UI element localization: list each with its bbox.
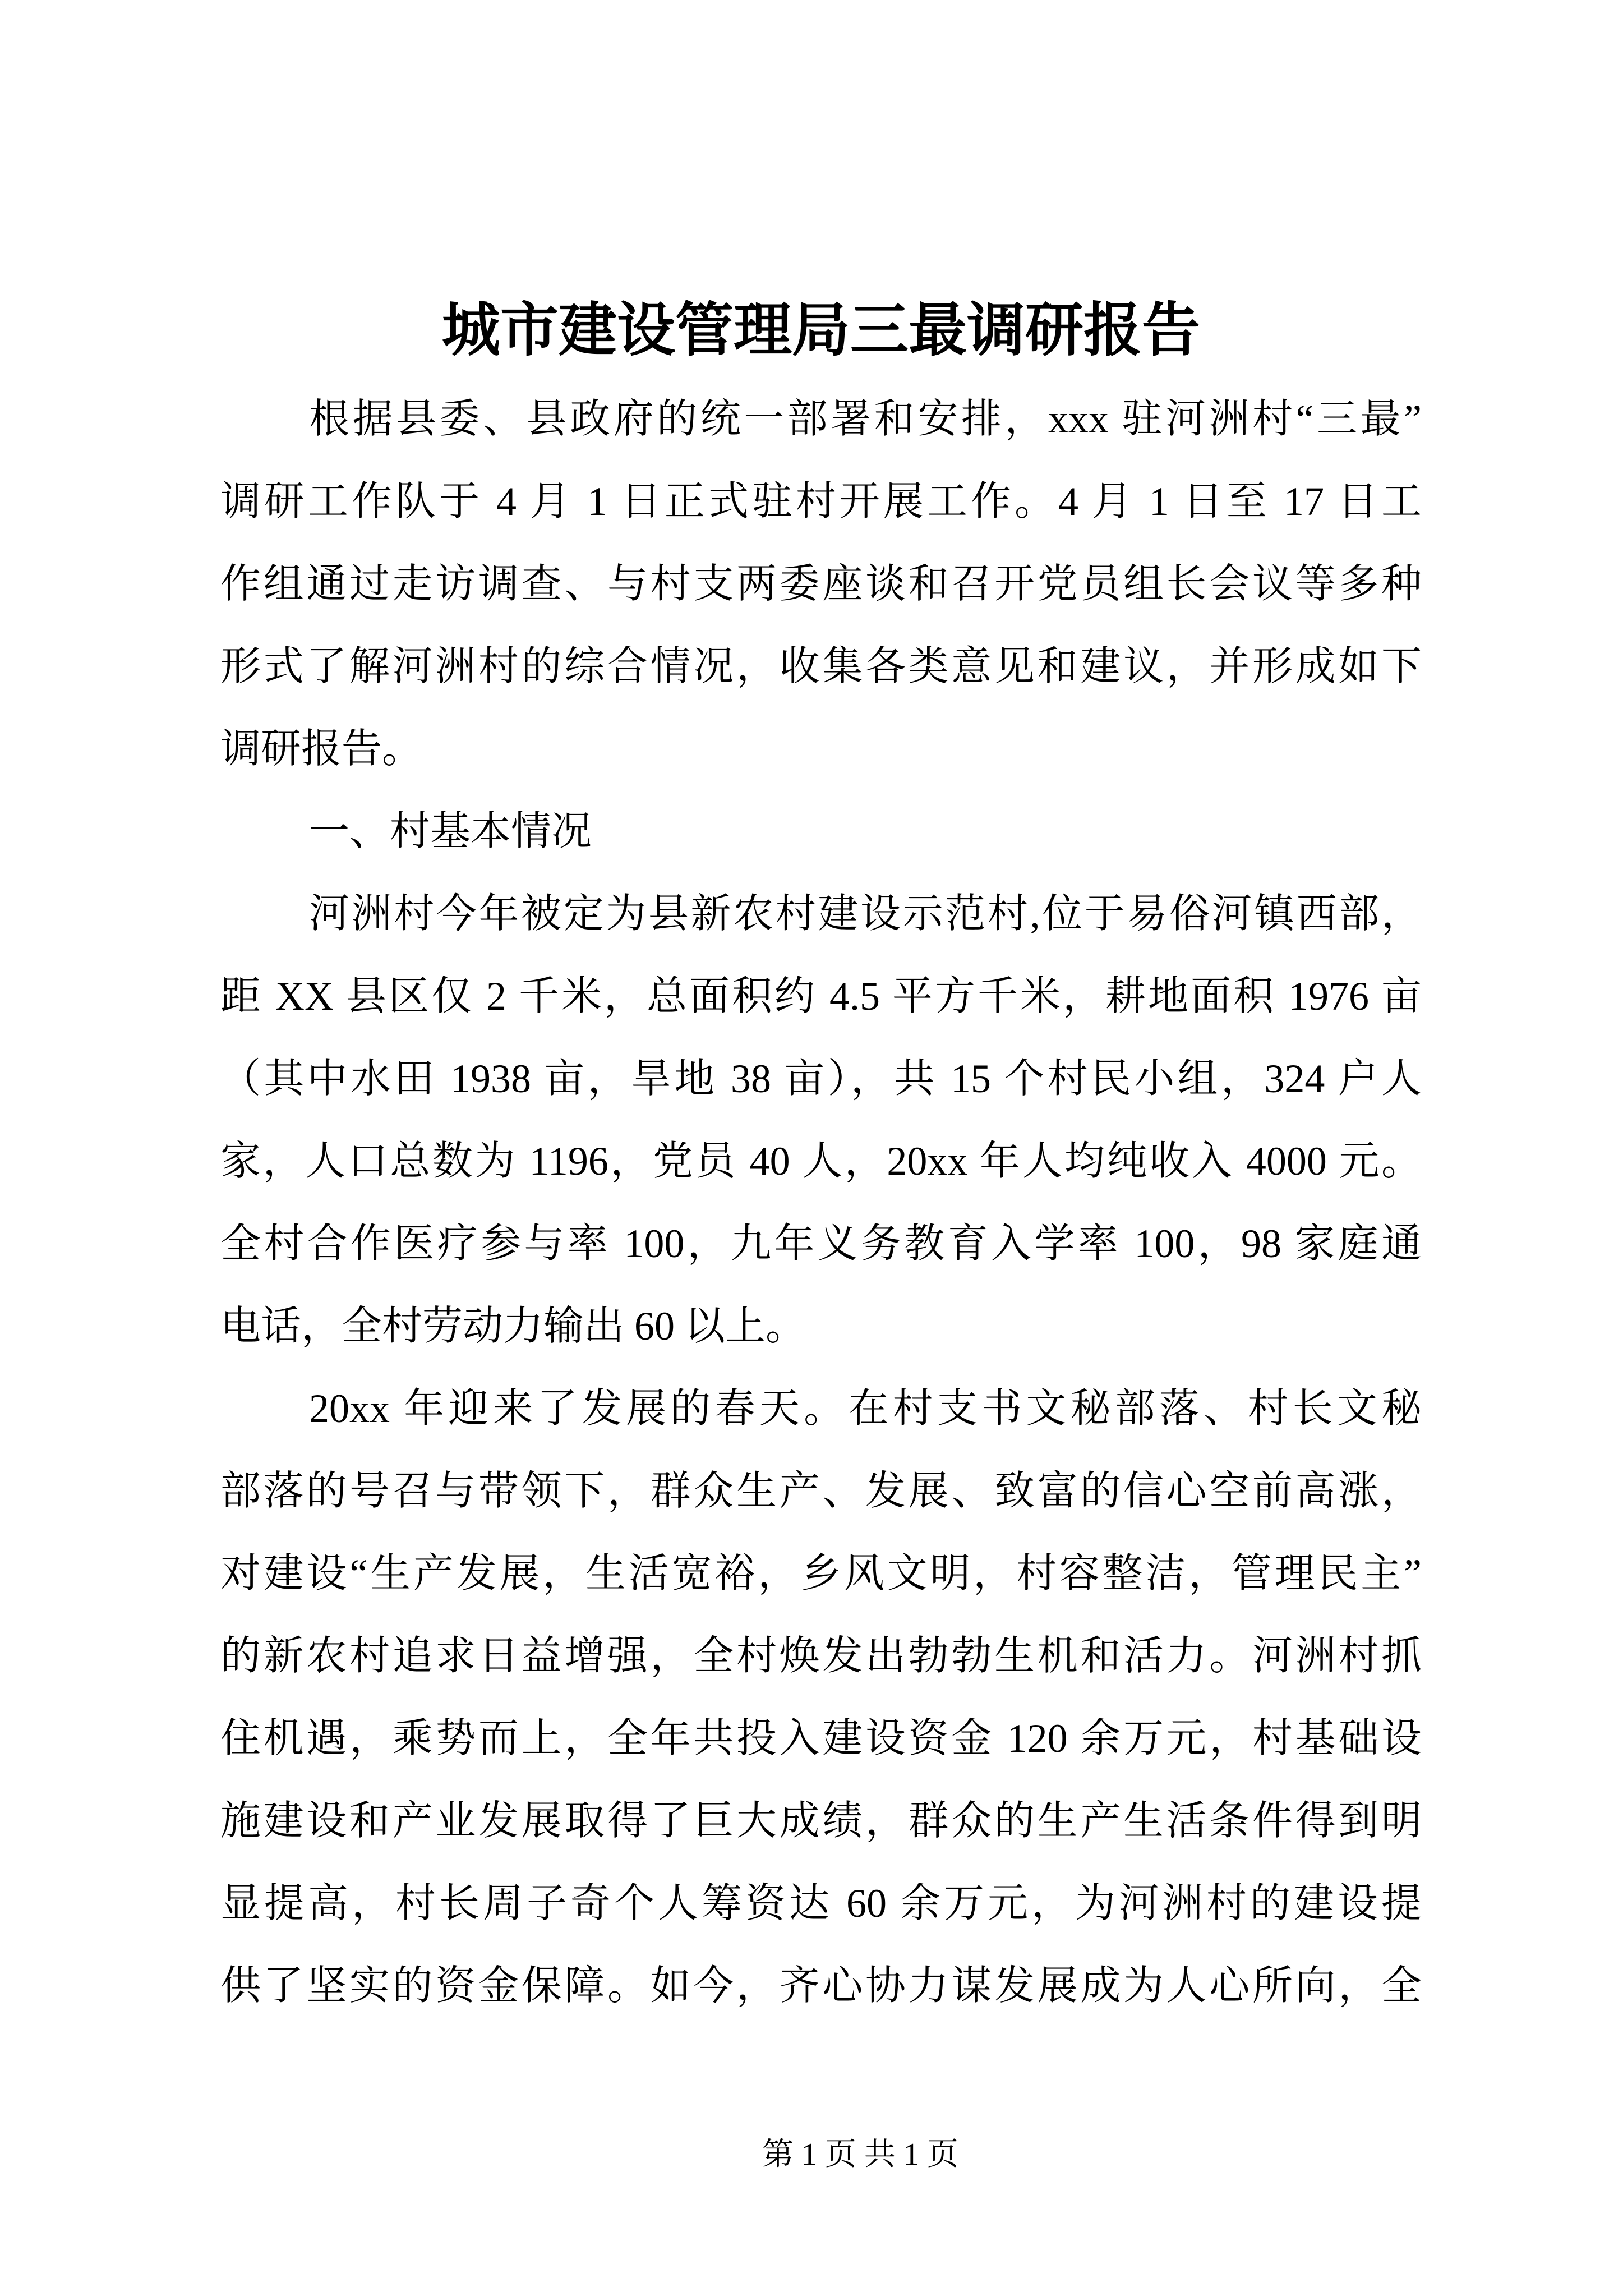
text-line: 部落的号召与带领下，群众生产、发展、致富的信心空前高涨， [220,1469,1422,1513]
text-line: 的新农村追求日益增强，全村焕发出勃勃生机和活力。河洲村抓 [220,1634,1422,1678]
section-heading-text: 一、村基本情况 [309,809,592,854]
text-line: 河洲村今年被定为县新农村建设示范村,位于易俗河镇西部， [309,891,1422,936]
text-line: 作组通过走访调查、与村支两委座谈和召开党员组长会议等多种 [220,562,1422,606]
document-title: 城市建设管理局三最调研报告 [441,298,1200,363]
text-line: 距 XX 县区仅 2 千米，总面积约 4.5 平方千米，耕地面积 1976 亩 [220,974,1422,1019]
page-footer: 第 1 页 共 1 页 [762,2137,958,2172]
text-line: 供了坚实的资金保障。如今，齐心协力谋发展成为人心所向，全 [220,1963,1422,2008]
text-line: （其中水田 1938 亩，旱地 38 亩），共 15 个村民小组，324 户人 [220,1056,1422,1101]
text-line: 20xx 年迎来了发展的春天。在村支书文秘部落、村长文秘 [309,1386,1422,1431]
text-line: 施建设和产业发展取得了巨大成绩，群众的生产生活条件得到明 [220,1798,1422,1843]
paragraph-intro [220,378,1422,790]
text-line: 家，人口总数为 1196，党员 40 人，20xx 年人均纯收入 4000 元。 [220,1139,1422,1184]
text-line: 根据县委、县政府的统一部署和安排，xxx 驻河洲村“三最” [309,397,1422,441]
text-line: 形式了解河洲村的综合情况，收集各类意见和建议，并形成如下 [220,644,1422,689]
text-line: 住机遇，乘势而上，全年共投入建设资金 120 余万元，村基础设 [220,1716,1422,1761]
text-line: 全村合作医疗参与率 100，九年义务教育入学率 100，98 家庭通 [220,1221,1422,1266]
section-heading [220,790,1422,873]
text-line: 显提高，村长周子奇个人筹资达 60 余万元，为河洲村的建设提 [220,1881,1422,1926]
text-line: 调研工作队于 4 月 1 日正式驻村开展工作。4 月 1 日至 17 日工 [220,479,1422,524]
text-line: 调研报告。 [220,726,423,771]
paragraph-development [220,1368,1422,2027]
paragraph-basic-info [220,873,1422,1368]
text-line: 对建设“生产发展，生活宽裕，乡风文明，村容整洁，管理民主” [220,1551,1422,1596]
document-body [220,378,1422,2027]
text-line: 电话，全村劳动力输出 60 以上。 [220,1304,806,1349]
